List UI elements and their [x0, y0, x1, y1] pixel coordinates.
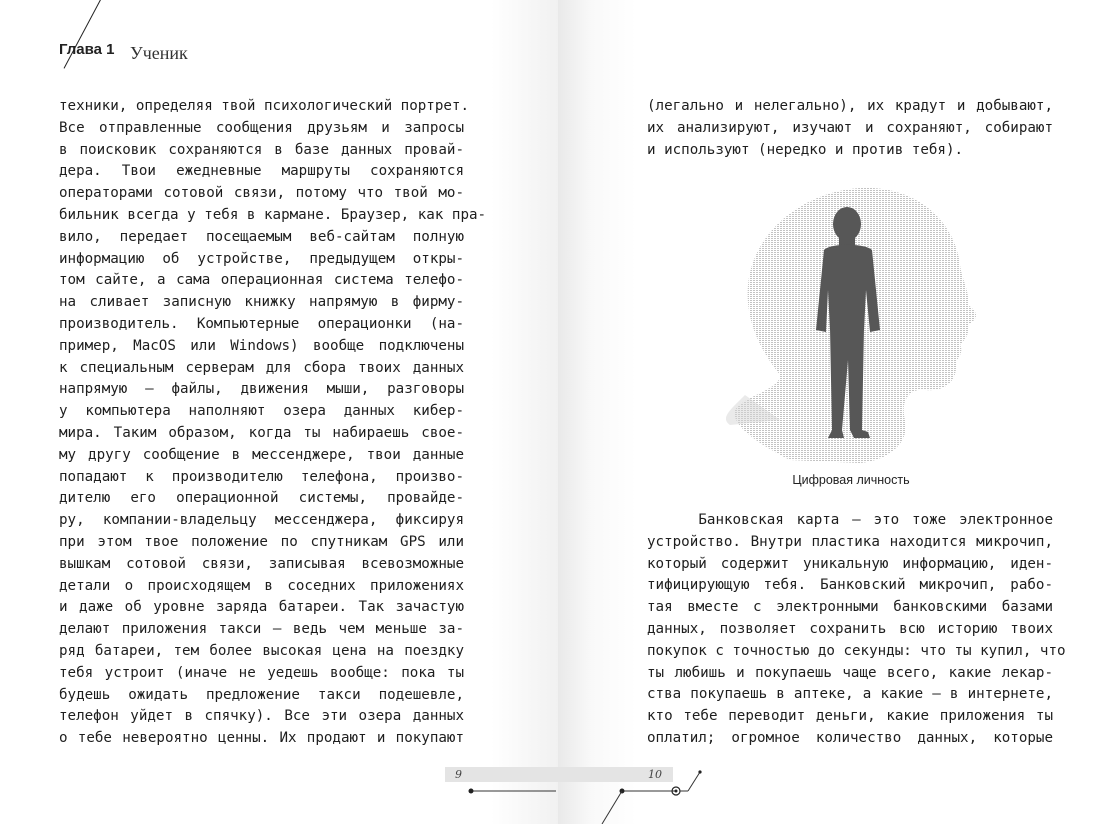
text-line: информацию об устройстве, предыдущем откры-	[59, 250, 464, 267]
text-line: делают приложения такси — ведь чем меньше за-	[59, 621, 464, 638]
chapter-title: Ученик	[130, 43, 188, 63]
text-line: дера. Твои ежедневные маршруты сохраняются	[59, 163, 464, 180]
text-line: в поисковик сохраняются в базе данных провай-	[59, 141, 464, 158]
text-line: том сайте, а сама операционная система телефо-	[59, 272, 464, 289]
text-line: ты любишь и покупаешь чаще всего, какие лекар-	[647, 664, 1053, 681]
text-line: тая вместе с электронными банковскими базами	[647, 599, 1053, 616]
text-line: на сливает записную книжку напрямую в фирму-	[59, 294, 464, 311]
text-line: Банковская карта — это тоже электронное	[647, 512, 1053, 528]
text-line: Все отправленные сообщения друзьям и запросы	[59, 119, 464, 136]
text-line: ру, компании-владельцу мессенджера, фиксируя	[59, 512, 464, 529]
page-number-right: 10	[648, 768, 662, 781]
text-line: (легально и нелегально), их крадут и добывают,	[647, 98, 1053, 114]
text-line: у компьютера наполняют озера данных кибер-	[59, 403, 464, 420]
text-line: производитель. Компьютерные операционки (на-	[59, 315, 464, 332]
text-line: устройство. Внутри пластика находится микрочип,	[647, 533, 1053, 550]
text-line: данных, позволяет сохранить всю историю твоих	[647, 620, 1053, 637]
text-line: операторами сотовой связи, потому что твой мо-	[59, 185, 464, 202]
right-page-text-bottom	[647, 510, 1066, 750]
text-line: тебя устроит (иначе не уедешь вообще: пока ты	[59, 664, 464, 681]
text-line: детали о происходящем в соседних приложениях	[59, 577, 464, 594]
text-line: и даже об уровне заряда батареи. Так зачастую	[59, 599, 464, 616]
figure-caption: Цифровая личность	[792, 473, 910, 487]
text-line: при этом твое положение по спутникам GPS или	[59, 533, 464, 550]
digital-head-silhouette-icon	[720, 180, 980, 465]
text-line: вило, передает посещаемым веб-сайтам полную	[59, 228, 464, 245]
text-line: техники, определяя твой психологический портрет.	[59, 98, 469, 114]
chapter-label: Глава 1	[59, 41, 115, 58]
left-page-text	[59, 96, 487, 750]
text-line: вышкам сотовой связи, записывая всевозможные	[59, 555, 464, 572]
text-line: их анализируют, изучают и сохраняют, собирают	[647, 119, 1053, 136]
text-line: покупок с точностью до секунды: что ты купил, что	[647, 642, 1066, 659]
text-line: к специальным серверам для сбора твоих данных	[59, 359, 464, 376]
text-line: о тебе невероятно ценны. Их продают и покупают	[59, 730, 464, 747]
text-line: который содержит уникальную информацию, иден-	[647, 555, 1053, 572]
footer-bar	[445, 767, 673, 782]
text-line: оплатил; огромное количество данных, которые	[647, 729, 1053, 746]
text-line: му другу сообщение в мессенджере, твои данные	[59, 446, 464, 463]
text-line: телефон уйдет в спячку). Все эти озера данных	[59, 708, 464, 725]
text-line: ства покупаешь в аптеке, а какие — в интернете,	[647, 686, 1053, 703]
text-line: мира. Таким образом, когда ты набираешь свое-	[59, 424, 464, 441]
text-line: бильник всегда у тебя в кармане. Браузер, как пра-	[59, 206, 487, 223]
text-line: попадают к производителю телефона, произво-	[59, 468, 464, 485]
text-line: кто тебе переводит деньги, какие приложения ты	[647, 708, 1053, 725]
text-line: напрямую — файлы, движения мыши, разговоры	[59, 381, 464, 398]
page-number-left: 9	[455, 768, 462, 781]
text-line: и используют (нередко и против тебя).	[647, 141, 964, 158]
text-line: пример, MacOS или Windows) вообще подключены	[59, 337, 464, 354]
right-page-text-top	[647, 96, 1053, 161]
text-line: дителю его операционной системы, провайде-	[59, 490, 464, 507]
text-line: будешь ожидать предложение такси подешевле,	[59, 686, 464, 703]
text-line: тифицирующую тебя. Банковский микрочип, рабо-	[647, 577, 1053, 594]
text-line: ряд батареи, тем более высокая цена на поездку	[59, 642, 464, 659]
